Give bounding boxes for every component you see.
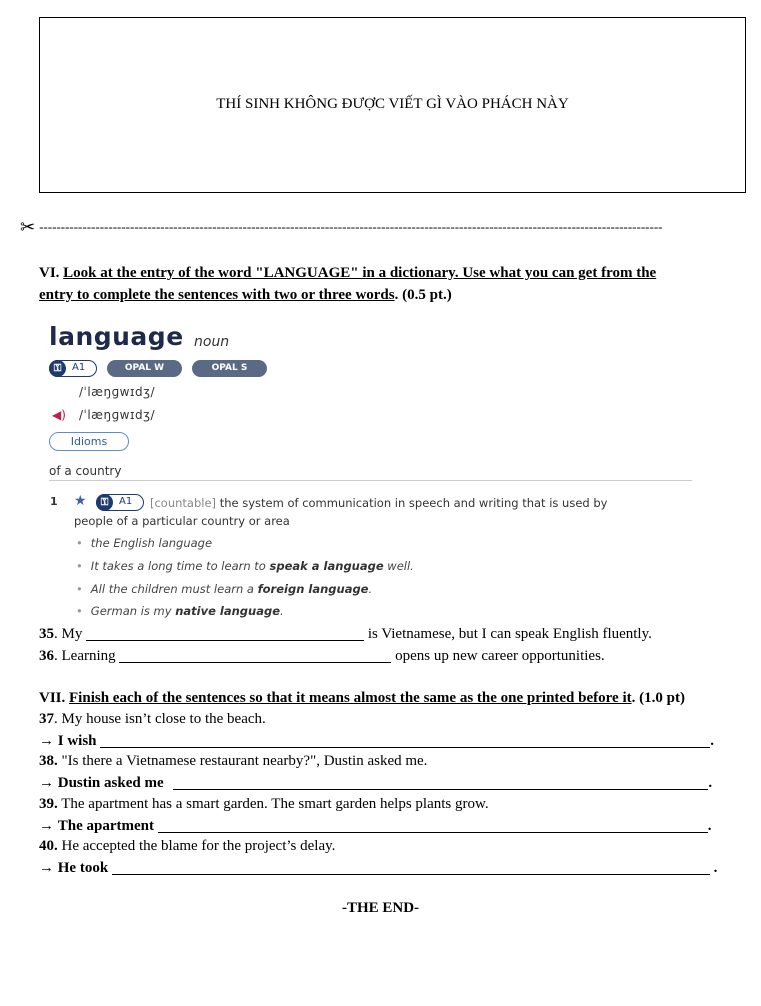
sense-level-badge: ⚿ A1 xyxy=(96,494,144,511)
cut-dashes: ------------------------------------------------------------------------------------------------------------------------------------------------ xyxy=(39,219,663,234)
opal-w-badge: OPAL W xyxy=(107,360,182,377)
section-6-number: VI xyxy=(39,265,56,281)
example-4: • German is my native language. xyxy=(76,604,284,618)
question-38: 38. "Is there a Vietnamese restaurant nearby?", Dustin asked me. xyxy=(39,753,428,769)
section-7-points: . (1.0 pt) xyxy=(631,690,685,706)
candidate-notice-text: THÍ SINH KHÔNG ĐƯỢC VIẾT GÌ VÀO PHÁCH NÀY xyxy=(216,96,569,112)
key-icon: ⚿ xyxy=(96,494,113,511)
question-36: 36. Learning opens up new career opportunities. xyxy=(39,648,605,664)
arrow-icon: → xyxy=(39,818,54,834)
answer-blank-38[interactable] xyxy=(173,775,708,790)
key-icon: ⚿ xyxy=(49,360,66,377)
question-35: 35. My is Vietnamese, but I can speak English fluently. xyxy=(39,626,652,642)
section-7-instruction-text: Finish each of the sentences so that it means almost the same as the one printed before it xyxy=(69,690,632,706)
section-7-number: VII. xyxy=(39,690,66,706)
section-6-instruction-line2: entry to complete the sentences with two or three words xyxy=(39,287,395,303)
sense-number: 1 xyxy=(50,495,58,508)
answer-line-40: → He took . xyxy=(39,860,718,876)
dictionary-headword: language xyxy=(49,322,184,351)
example-1: • the English language xyxy=(76,536,213,550)
divider xyxy=(49,480,692,481)
idioms-button[interactable]: Idioms xyxy=(49,432,129,451)
grammar-label: [countable] xyxy=(150,496,217,510)
answer-blank-36[interactable] xyxy=(119,648,391,663)
answer-line-37: → I wish . xyxy=(39,733,715,749)
dictionary-entry-image xyxy=(49,322,699,622)
section-6-instruction-line1: Look at the entry of the word "LANGUAGE" in a dictionary. Use what you can get from the xyxy=(63,265,657,281)
speaker-icon[interactable]: ◀) xyxy=(52,408,66,422)
arrow-icon: → xyxy=(39,733,54,749)
pronunciation-us: /ˈlæŋɡwɪdʒ/ xyxy=(79,408,156,422)
question-40: 40. He accepted the blame for the project’s delay. xyxy=(39,838,336,854)
answer-blank-37[interactable] xyxy=(100,733,710,748)
example-2: • It takes a long time to learn to speak a language well. xyxy=(76,559,414,573)
section-6-points: . (0.5 pt.) xyxy=(394,287,452,303)
answer-blank-39[interactable] xyxy=(158,818,708,833)
answer-blank-35[interactable] xyxy=(86,626,364,641)
question-37: 37. My house isn’t close to the beach. xyxy=(39,711,266,727)
definition: [countable] the system of communication in speech and writing that is used by people of a particular country or area xyxy=(74,496,608,528)
section-6-instruction: VI. Look at the entry of the word "LANGUAGE" in a dictionary. Use what you can get from the entry to complete the sentences with two or three words. (0.5 pt.) xyxy=(39,265,657,303)
candidate-notice-box xyxy=(39,17,746,193)
the-end: -THE END- xyxy=(341,900,420,916)
scissors-icon: ✂ xyxy=(20,217,36,237)
answer-blank-40[interactable] xyxy=(112,860,710,875)
dictionary-part-of-speech: noun xyxy=(194,334,230,350)
sense-heading: of a country xyxy=(49,464,122,478)
arrow-icon: → xyxy=(39,860,54,876)
cut-line xyxy=(20,217,730,238)
answer-line-38: → Dustin asked me . xyxy=(39,775,713,791)
answer-line-39: → The apartment . xyxy=(39,818,712,834)
pronunciation-uk: /ˈlæŋɡwɪdʒ/ xyxy=(79,385,156,399)
level-badge: ⚿ A1 xyxy=(49,360,97,377)
star-icon: ★ xyxy=(74,493,87,509)
example-3: • All the children must learn a foreign language. xyxy=(76,582,373,596)
arrow-icon: → xyxy=(39,775,54,791)
section-7-instruction xyxy=(39,687,749,709)
question-39: 39. The apartment has a smart garden. The smart garden helps plants grow. xyxy=(39,796,489,812)
opal-s-badge: OPAL S xyxy=(192,360,267,377)
